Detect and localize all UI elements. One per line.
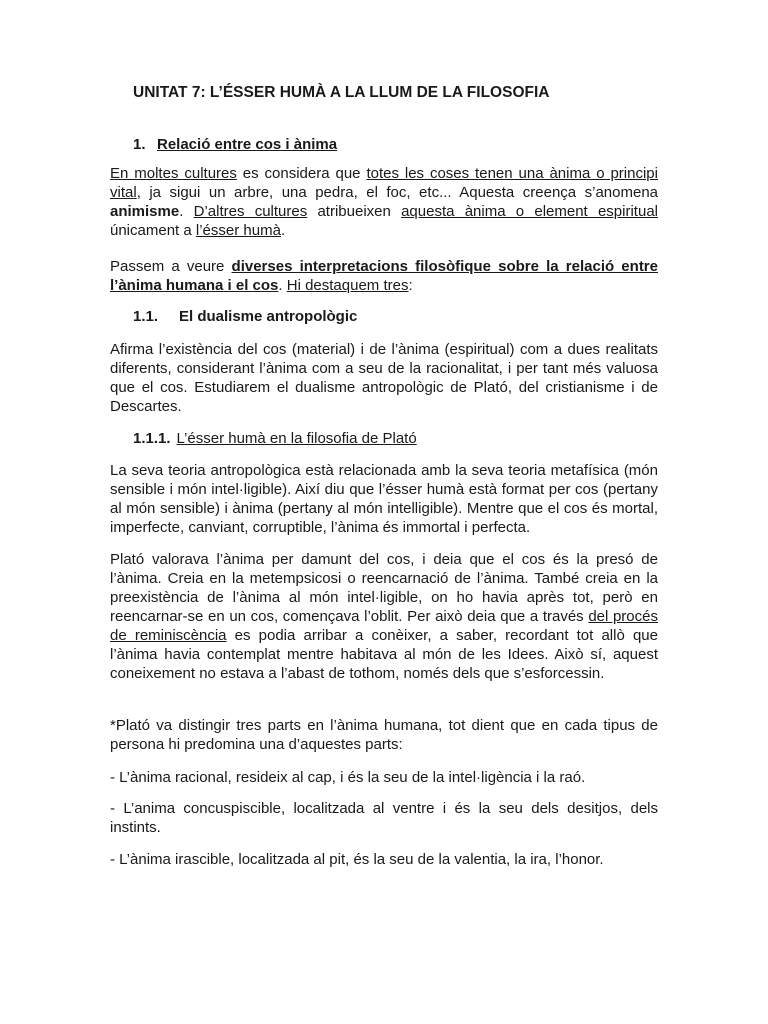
- bold-underlined-text: diverses interpretacions filosòfique sobre la relació entre l’ànima humana i el cos: [110, 258, 658, 294]
- underlined-text: Hi destaquem tres: [286, 277, 409, 294]
- underlined-text: del procés de reminiscència: [110, 608, 658, 644]
- bold-term: animisme: [110, 203, 180, 220]
- list-item-anima-irascible: - L’ànima irascible, localitzada al pit, és la seu de la valentia, la ira, l’honor.: [110, 851, 604, 868]
- underlined-text: D’altres cultures: [193, 203, 308, 220]
- text-span: .: [278, 277, 287, 294]
- text-span: Passem a veure: [110, 258, 232, 275]
- list-item-anima-concupiscible: - L’anima concuspiscible, localitzada al ventre i és la seu dels desitjos, dels instints.: [110, 800, 658, 836]
- underlined-text: aquesta ànima o element espiritual: [401, 203, 658, 220]
- document-title: UNITAT 7: L’ÉSSER HUMÀ A LA LLUM DE LA FILOSOFIA: [133, 84, 550, 101]
- text-span: es considera que: [236, 165, 367, 182]
- paragraph-anima-presoner: [110, 550, 658, 683]
- text-span: :: [408, 277, 413, 294]
- text-span: .: [179, 203, 194, 220]
- text-span: Plató valorava l’ànima per damunt del cos, i deia que el cos és la presó de l’ànima. Creia en la metempsicosi o reencarnació de l’ànima. També creia en la preexistència de l’ànima al món intel·ligible, on ho havia après tot, però en reencarnar-se en un cos, començava l’oblit. Per això deia que a través: [110, 551, 658, 625]
- paragraph-teoria-platonica: La seva teoria antropològica està relacionada amb la seva teoria metafísica (món sensible i món intel·ligible). Així diu que l’ésser humà està format per cos (pertany al món sensible) i ànima (pertany al món intelligible). Mentre que el cos és mortal, imperfecte, canviant, corruptible, l’ànima és immortal i perfecta.: [110, 462, 658, 536]
- underlined-text: totes les coses tenen una ànima o principi vital: [110, 165, 658, 201]
- section-title: L’ésser humà en la filosofia de Plató: [176, 430, 417, 447]
- section-title: Relació entre cos i ànima: [157, 136, 338, 153]
- section-title: El dualisme antropològic: [179, 308, 358, 325]
- text-span: es podia arribar a conèixer, a saber, recordant tot allò que l’ànima havia contemplat mentre habitava al món de les Idees. Això sí, aquest coneixement no estava a l’abast de tothom, només dels que s’esforcessin.: [110, 627, 658, 682]
- underlined-text: En moltes cultures: [110, 165, 237, 182]
- underlined-text: l’ésser humà: [195, 222, 281, 239]
- paragraph-tres-parts: *Plató va distingir tres parts en l’ànima humana, tot dient que en cada tipus de persona hi predomina una d’aquestes parts:: [110, 717, 658, 753]
- section-heading-1-1-1: [133, 430, 417, 447]
- list-item-anima-racional: - L’ànima racional, resideix al cap, i és la seu de la intel·ligència i la raó.: [110, 769, 586, 786]
- section-number: 1.1.1.: [133, 430, 171, 447]
- paragraph-animisme: [110, 164, 658, 240]
- text-span: , ja sigui un arbre, una pedra, el foc, etc... Aquesta creença s’anomena: [136, 184, 658, 201]
- text-span: atribueixen: [307, 203, 402, 220]
- section-number: 1.: [133, 136, 146, 153]
- paragraph-intro-interpretations: [110, 257, 658, 295]
- text-span: únicament a: [110, 222, 196, 239]
- section-heading-1: [133, 136, 337, 153]
- text-span: .: [280, 222, 286, 239]
- section-number: 1.1.: [133, 308, 159, 325]
- paragraph-dualisme: Afirma l’existència del cos (material) i de l’ànima (espiritual) com a dues realitats diferents, considerant l’ànima com a seu de la racionalitat, i per tant més valuosa que el cos. Estudiarem el dualisme antropològic de Plató, del cristianisme i de Descartes.: [110, 341, 658, 415]
- section-heading-1-1: [133, 308, 357, 325]
